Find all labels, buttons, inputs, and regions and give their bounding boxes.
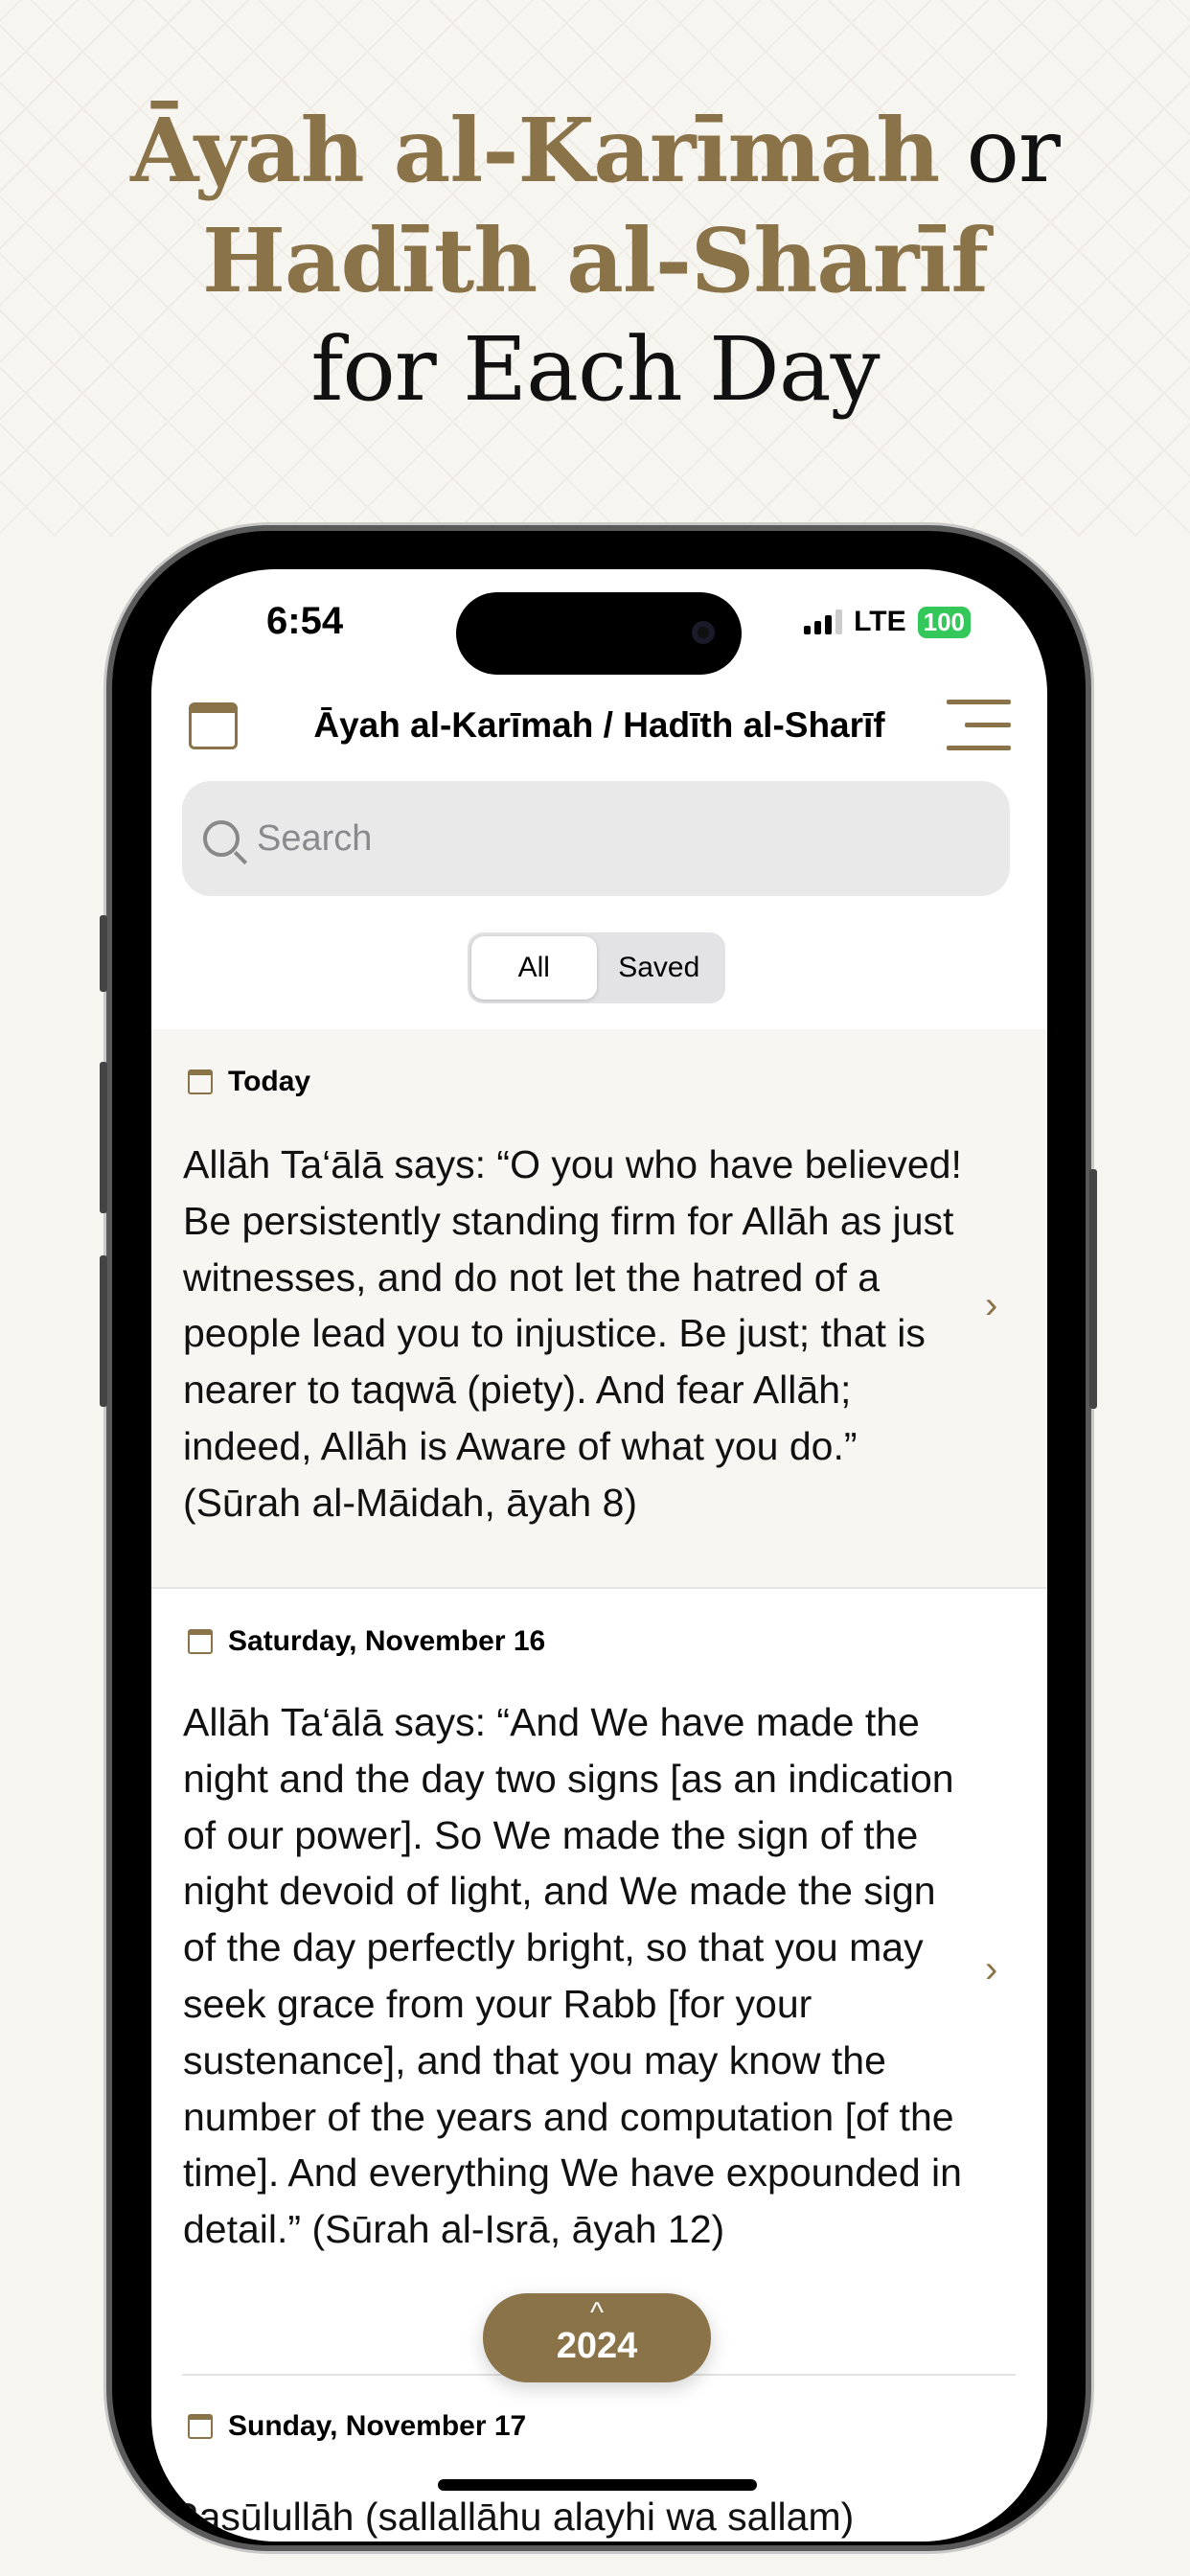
entry-date (188, 1066, 310, 1098)
network-label: LTE (854, 606, 906, 637)
calendar-small-icon (188, 1629, 213, 1654)
entry-text: Allāh Ta‘ālā says: “O you who have believed! Be persistently standing firm for Allāh as just witnesses, and do not let the hatred of a people lead you to injustice. Be just; that is nearer to taqwā (piety). And fear Allāh; indeed, Allāh is Aware of what you do.” (Sūrah al-Māidah, āyah 8) (183, 1142, 962, 1525)
volume-down-button (100, 1255, 107, 1407)
status-indicators (804, 606, 971, 638)
entry-date-label: Saturday, November 16 (228, 1625, 546, 1657)
year-picker-button[interactable] (483, 2293, 711, 2382)
app-screen (151, 569, 1047, 2542)
entry-text: Rasūlullāh (sallallāhu alayhi wa sallam) (171, 2495, 855, 2539)
calendar-small-icon (188, 2414, 213, 2439)
camera-icon (692, 621, 715, 644)
entry-date (188, 2410, 526, 2443)
headline-gold-1: Āyah al-Karīmah (130, 99, 940, 202)
search-icon (203, 820, 240, 857)
calendar-small-icon (188, 1070, 213, 1094)
promo-headline (0, 96, 1190, 425)
headline-line3: for Each Day (310, 318, 880, 421)
home-indicator[interactable] (438, 2479, 757, 2491)
calendar-icon[interactable] (189, 702, 238, 749)
headline-or: or (966, 100, 1060, 202)
entry-date-label: Sunday, November 17 (228, 2410, 527, 2442)
entry-today[interactable] (151, 1029, 1047, 1589)
search-bar[interactable] (182, 781, 1010, 896)
volume-up-button (100, 1062, 107, 1213)
nav-bar (151, 694, 1047, 761)
search-input[interactable] (257, 818, 927, 860)
entry-date-label: Today (228, 1066, 311, 1097)
chevron-right-icon: › (985, 1948, 998, 1990)
entry-nov-17[interactable] (151, 2376, 1047, 2542)
entry-text: Allāh Ta‘ālā says: “And We have made the night and the day two signs [as an indication of our power]. So We made the sign of the night devoid of light, and We made the sign of the day perfectly bright, so that you may seek grace from your Rabb [for your sustenance], and that you may know the number of the years and computation [of the time]. And everything We have expounded in detail.” (Sūrah al-Isrā, āyah 12) (183, 1700, 962, 2252)
dynamic-island (456, 592, 742, 675)
segment-all[interactable]: All (471, 936, 597, 1000)
power-button (1089, 1169, 1097, 1409)
filter-segmented-control (468, 932, 725, 1003)
menu-icon[interactable] (947, 700, 1011, 751)
signal-icon (804, 610, 842, 634)
page-title: Āyah al-Karīmah / Hadīth al-Sharīf (313, 705, 885, 745)
chevron-right-icon: › (985, 1284, 998, 1326)
segment-saved[interactable]: Saved (618, 952, 700, 983)
entry-nov-16[interactable] (151, 1589, 1047, 2374)
headline-gold-2: Hadīth al-Sharīf (202, 209, 988, 312)
status-time: 6:54 (266, 600, 344, 642)
mute-switch (100, 915, 107, 992)
year-label: 2024 (556, 2326, 638, 2366)
chevron-up-icon: ^ (589, 2297, 605, 2329)
entry-date (188, 1625, 545, 1658)
battery-icon: 100 (918, 607, 971, 638)
